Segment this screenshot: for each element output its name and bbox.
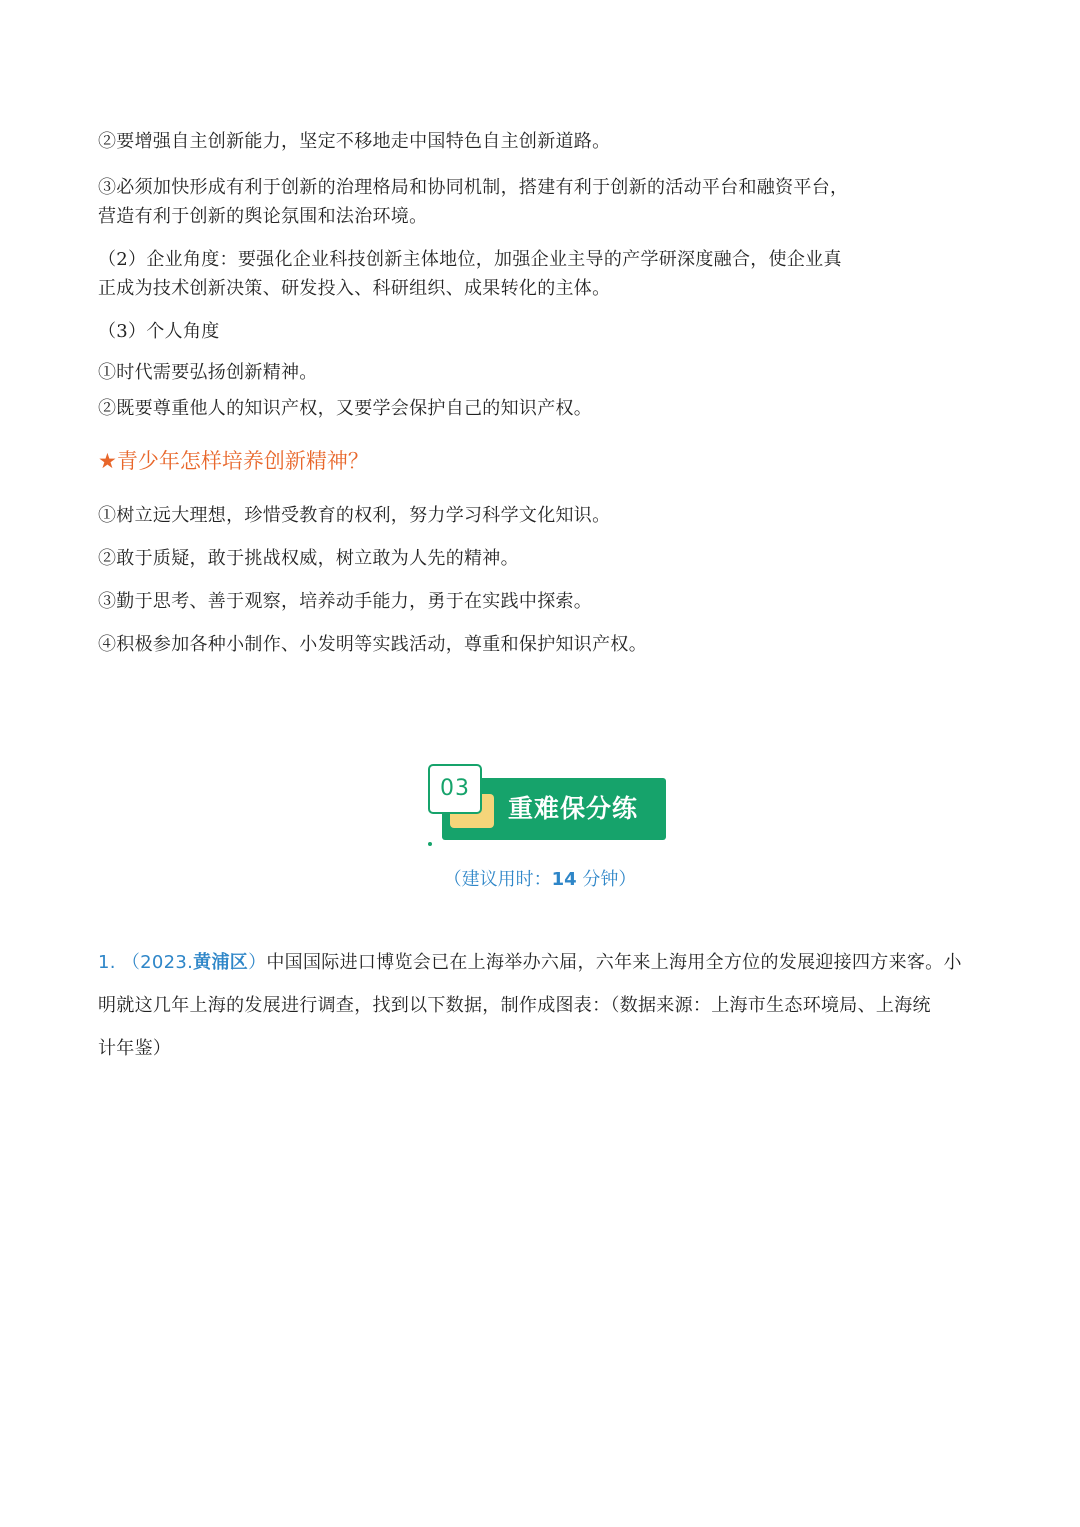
suggested-time-suffix: 分钟） bbox=[576, 869, 637, 890]
paragraph-intellectual-property: ②既要尊重他人的知识产权，又要学会保护自己的知识产权。 bbox=[98, 398, 593, 419]
question-source-close: ） bbox=[248, 952, 267, 973]
question-number: 1. bbox=[98, 952, 116, 973]
question-source-district: 黄浦区 bbox=[193, 952, 249, 973]
section-title: 重难保分练 bbox=[508, 794, 639, 823]
suggested-time-prefix: （建议用时： bbox=[443, 869, 552, 890]
section-number: 03 bbox=[428, 764, 482, 814]
paragraph-independent-innovation: ②要增强自主创新能力，坚定不移地走中国特色自主创新道路。 bbox=[98, 131, 611, 152]
question-text-line-1: 中国国际进口博览会已在上海举办六届，六年来上海用全方位的发展迎接四方来客。小 bbox=[266, 952, 962, 973]
question-text-line-2: 明就这几年上海的发展进行调查，找到以下数据，制作成图表：（数据来源：上海市生态环境局、上海统 bbox=[98, 995, 931, 1016]
youth-item: ①树立远大理想，珍惜受教育的权利，努力学习科学文化知识。 bbox=[98, 505, 611, 526]
youth-item: ④积极参加各种小制作、小发明等实践活动，尊重和保护知识产权。 bbox=[98, 634, 647, 655]
question-text-line-3: 计年鉴） bbox=[98, 1038, 172, 1059]
question-line-1 bbox=[98, 949, 962, 977]
section-badge bbox=[428, 764, 668, 848]
paragraph-governance-line-1: ③必须加快形成有利于创新的治理格局和协同机制，搭建有利于创新的活动平台和融资平台， bbox=[98, 177, 849, 198]
question-source-open: （2023. bbox=[121, 952, 194, 973]
suggested-time bbox=[0, 866, 1080, 894]
paragraph-enterprise-line-2: 正成为技术创新决策、研发投入、科研组织、成果转化的主体。 bbox=[98, 278, 611, 299]
paragraph-innovation-spirit: ①时代需要弘扬创新精神。 bbox=[98, 362, 318, 383]
youth-item: ②敢于质疑，敢于挑战权威，树立敢为人先的精神。 bbox=[98, 548, 519, 569]
suggested-time-value: 14 bbox=[551, 869, 577, 890]
paragraph-enterprise-line-1: （2）企业角度：要强化企业科技创新主体地位，加强企业主导的产学研深度融合，使企业真 bbox=[98, 249, 842, 270]
paragraph-governance-line-2: 营造有利于创新的舆论氛围和法治环境。 bbox=[98, 206, 428, 227]
section-badge-dot bbox=[428, 842, 432, 846]
youth-item: ③勤于思考、善于观察，培养动手能力，勇于在实践中探索。 bbox=[98, 591, 593, 612]
paragraph-personal-heading: （3）个人角度 bbox=[98, 321, 220, 342]
youth-innovation-heading: ★青少年怎样培养创新精神？ bbox=[98, 449, 369, 473]
